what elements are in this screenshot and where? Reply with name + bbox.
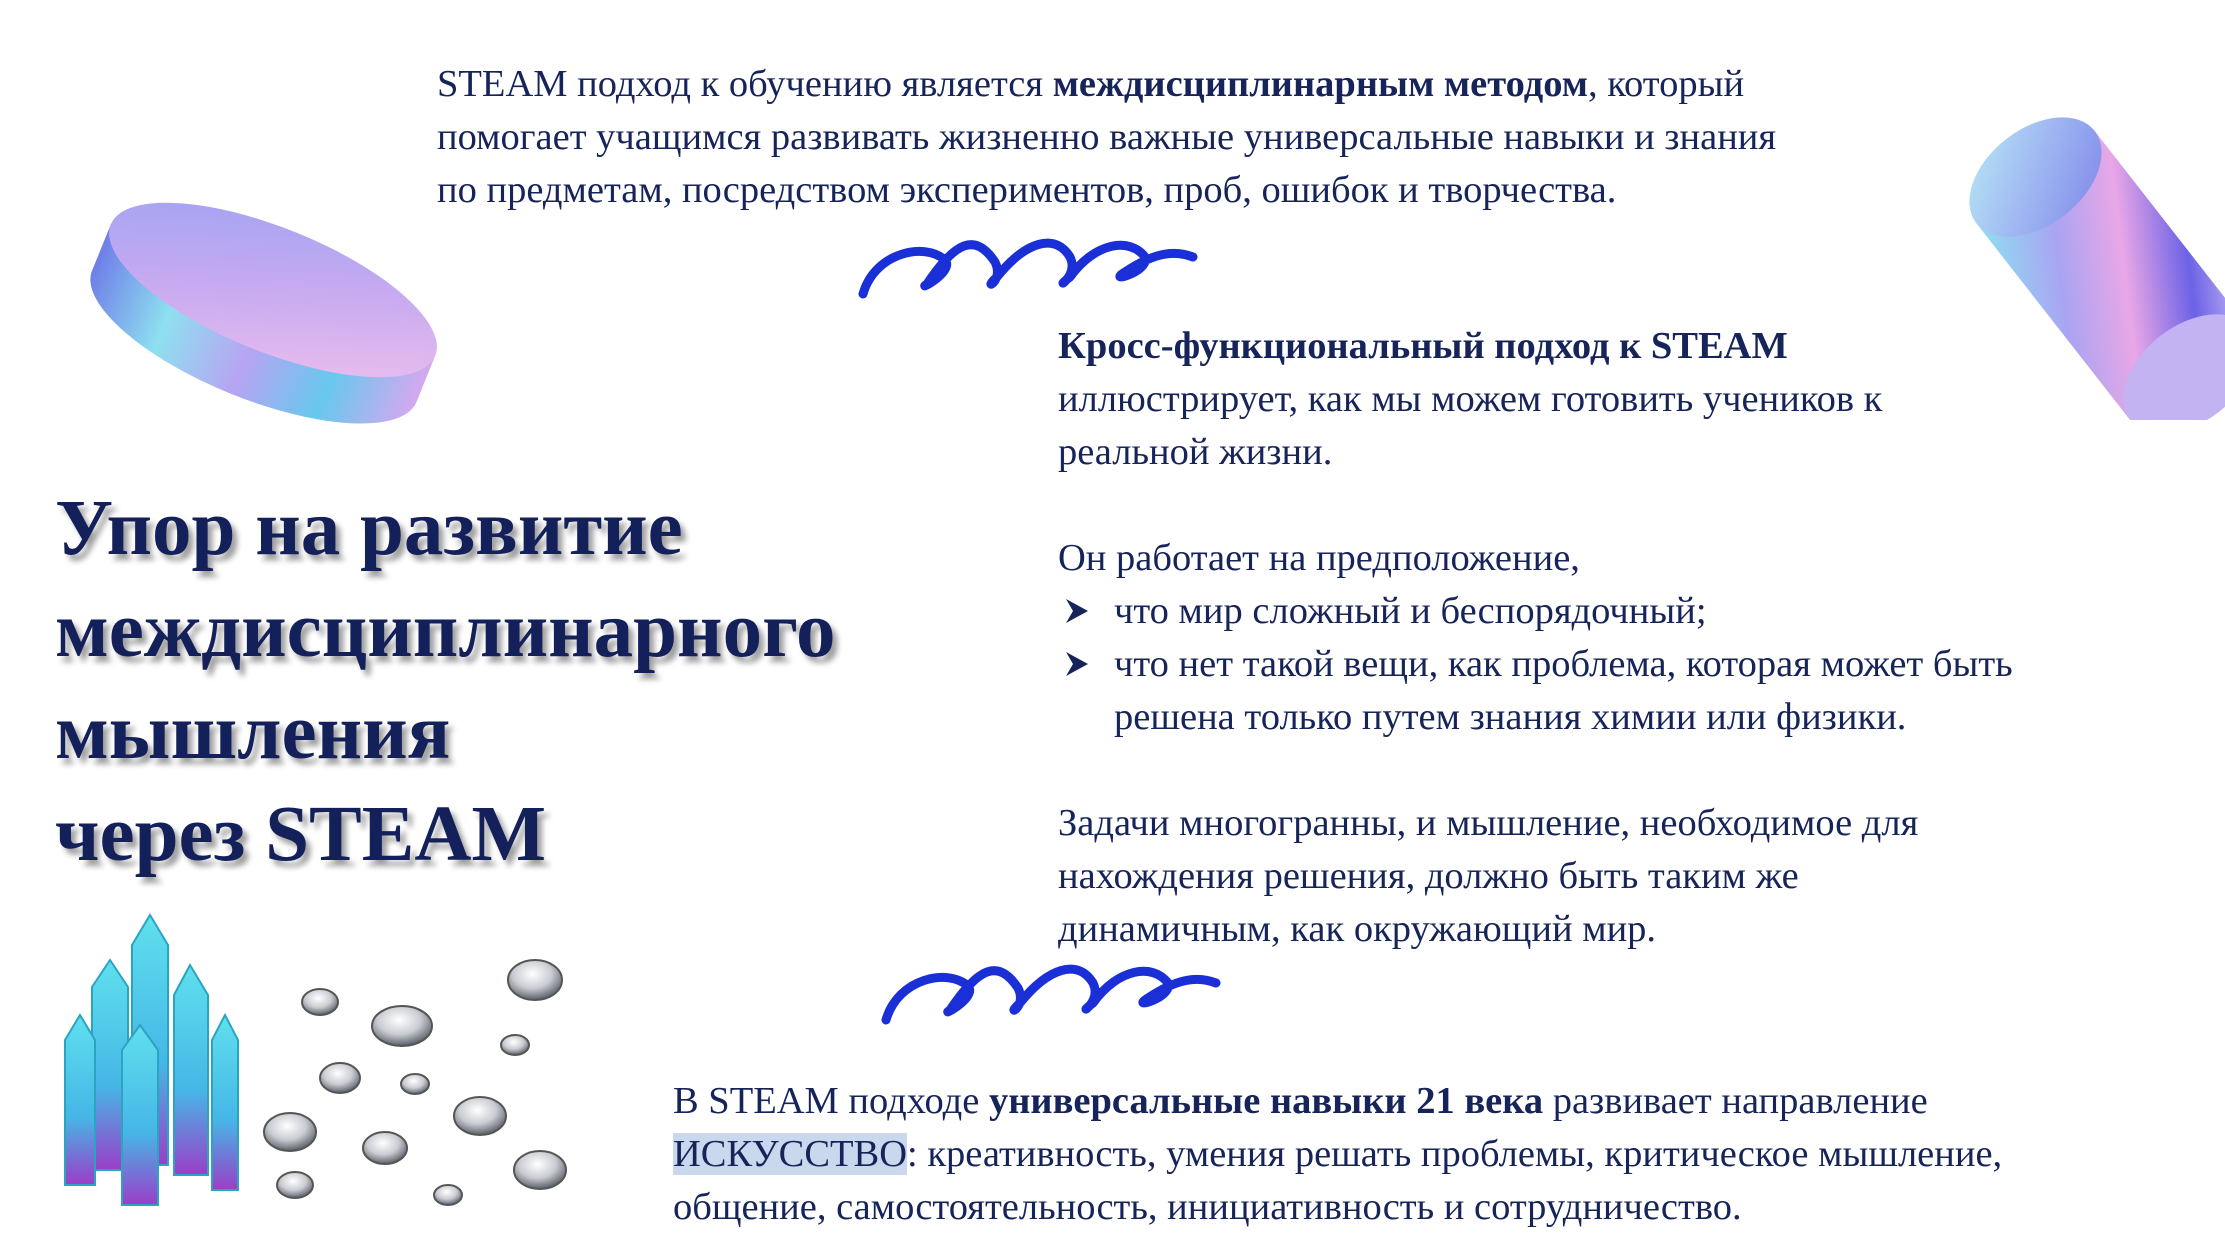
- title-line: мышления: [55, 689, 451, 776]
- cross-line: реальной жизни.: [1058, 431, 1333, 473]
- tasks-line: Задачи многогранны, и мышление, необходимое для: [1058, 802, 1919, 844]
- holographic-disc-icon: [78, 140, 468, 440]
- tasks-line: динамичным, как окружающий мир.: [1058, 908, 1657, 950]
- assumption-line: Он работает на предположение,: [1058, 537, 1580, 579]
- cross-heading: Кросс-функциональный подход к STEAM: [1058, 325, 1788, 367]
- skills-line: В STEAM подходе универсальные навыки 21 века развивает направление: [673, 1080, 1928, 1122]
- intro-paragraph: [437, 58, 1776, 217]
- title-line: Упор на развитие: [55, 485, 683, 572]
- skills-paragraph: [673, 1075, 2002, 1234]
- skills-emphasis: универсальные навыки 21 века: [988, 1080, 1544, 1122]
- page-title: [55, 478, 835, 886]
- blue-squiggle-icon: [855, 222, 1205, 312]
- list-item: что мир сложный и беспорядочный;: [1058, 585, 2013, 638]
- skills-line: ИСКУССТВО: креативность, умения решать проблемы, критическое мышление,: [673, 1133, 2003, 1175]
- cross-line: иллюстрирует, как мы можем готовить учеников к: [1058, 378, 1883, 420]
- title-line: через STEAM: [55, 791, 547, 878]
- art-highlight: ИСКУССТВО: [673, 1133, 908, 1175]
- intro-line: STEAM подход к обучению является междисциплинарным методом, который: [437, 63, 1745, 105]
- arrowhead-bullet-icon: [1062, 638, 1098, 691]
- skills-line: общение, самостоятельность, инициативность и сотрудничество.: [673, 1186, 1742, 1228]
- intro-emphasis: междисциплинарным методом: [1052, 63, 1589, 105]
- tasks-line: нахождения решения, должно быть таким же: [1058, 855, 1799, 897]
- cross-functional-block: [1058, 320, 2013, 956]
- arrowhead-bullet-icon: [1062, 585, 1098, 638]
- intro-line: помогает учащимся развивать жизненно важные универсальные навыки и знания: [437, 116, 1777, 158]
- assumption-list: [1058, 585, 2013, 744]
- list-item: что нет такой вещи, как проблема, которая может быть решена только путем знания химии или физики.: [1058, 638, 2013, 744]
- title-line: междисциплинарного: [55, 587, 836, 674]
- blue-squiggle-icon: [878, 948, 1228, 1038]
- water-droplets-icon: [180, 950, 580, 1220]
- intro-line: по предметам, посредством экспериментов, проб, ошибок и творчества.: [437, 169, 1617, 211]
